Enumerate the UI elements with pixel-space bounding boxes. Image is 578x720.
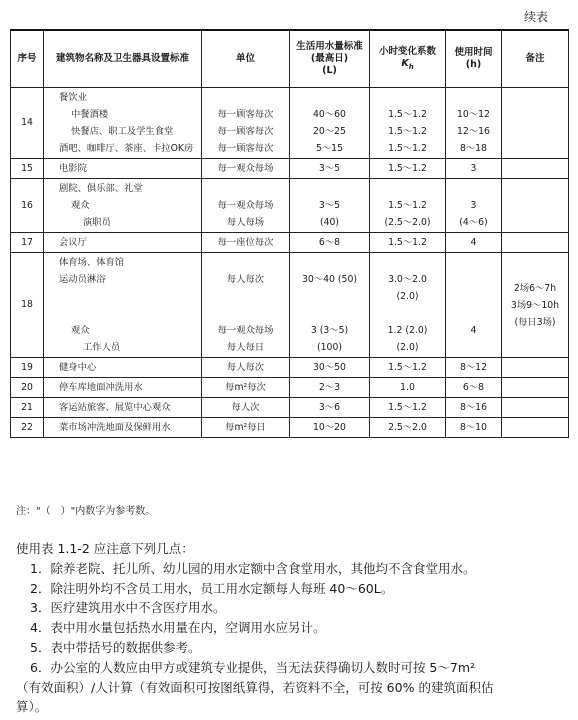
unit-cell [202,88,290,159]
instructions-intro: 使用表 1.1-2 应注意下列几点： [16,541,194,556]
header-remark: 备注 [502,30,569,88]
hours-cell [446,159,502,179]
hours-line: 4 [470,325,477,336]
unit-line: 每一观众每场 [217,200,274,211]
kh-line: 1.5～1.2 [388,402,427,413]
instruction-item: 1．除养老院、托儿所、幼儿园的用水定额中含食堂用水，其他均不含食堂用水。 [30,560,476,576]
row-number: 15 [11,159,44,179]
remark-cell [502,358,569,378]
hours-line: 8～10 [459,422,488,433]
quota-line: 3 (3～5) [310,325,349,336]
unit-cell [202,378,290,398]
unit-cell [202,253,290,358]
row-number: 16 [11,179,44,233]
unit-line: 每人每日 [226,342,265,353]
kh-line: 1.5～1.2 [388,362,427,373]
remark-line: 2场6～7h [513,282,557,294]
hours-cell [446,358,502,378]
unit-cell [202,159,290,179]
quota-cell [290,88,370,159]
unit-line [205,89,286,106]
quota-line [293,305,366,322]
unit-cell [202,418,290,438]
unit-line [205,180,286,197]
hours-line: 8～18 [459,143,488,154]
unit-line [205,288,286,305]
hours-line [449,89,498,106]
remark-cell [502,378,569,398]
building-name-cell [44,253,202,358]
kh-line [373,254,442,271]
remark-cell [502,253,569,358]
quota-line: 5～15 [315,143,344,154]
building-name-line: 菜市场冲洗地面及保鲜用水 [59,422,171,433]
kh-cell [370,398,446,418]
quota-cell [290,233,370,253]
header-name: 建筑物名称及卫生器具设置标准 [44,30,202,88]
unit-cell [202,358,290,378]
kh-cell [370,418,446,438]
table-row [11,253,569,358]
unit-line: 每一顾客每次 [217,126,274,137]
table-row [11,233,569,253]
building-name-line: 电影院 [59,163,87,174]
quota-cell [290,378,370,398]
remark-line: (每日3场) [514,316,556,328]
remark-line: 3场9～10h [510,299,560,311]
kh-line: 1.5～1.2 [388,200,427,211]
unit-line: 每人每次 [226,274,265,285]
kh-line: 2.5～2.0 [388,422,427,433]
table-row [11,358,569,378]
unit-line: 每一顾客每次 [217,143,274,154]
kh-line: 1.5～1.2 [388,126,427,137]
kh-cell [370,179,446,233]
building-name-cell [44,418,202,438]
building-name-line: 工作人员 [83,342,121,353]
quota-line: (100) [317,342,342,353]
hours-line [449,271,498,288]
quota-line: 30～50 [313,362,346,373]
table-row [11,159,569,179]
unit-cell [202,233,290,253]
kh-line: (2.5～2.0) [384,217,431,228]
kh-cell [370,378,446,398]
unit-cell [202,398,290,418]
quota-line: 3～6 [318,402,341,413]
quota-line: 30～40 (50) [302,274,357,285]
kh-cell [370,159,446,179]
hours-line [449,305,498,322]
building-name-cell [44,398,202,418]
remark-cell [502,179,569,233]
unit-line: 每m²每次 [225,382,266,393]
building-name-line: 快餐店、职工及学生食堂 [71,126,174,137]
quota-line: 2～3 [318,382,341,393]
kh-line: 1.5～1.2 [388,163,427,174]
building-name-cell [44,159,202,179]
unit-line: 每一顾客每次 [217,109,274,120]
header-hours: 使用时间 (h) [446,30,502,88]
building-name-cell [44,179,202,233]
instruction-item: 6．办公室的人数应由甲方或建筑专业提供，当无法获得确切人数时可按 5～7m² [30,659,476,675]
kh-line [373,89,442,106]
building-name-line [47,305,198,322]
hours-line [449,288,498,305]
quota-cell [290,179,370,233]
remark-cell [502,418,569,438]
kh-line [373,180,442,197]
building-name-line: 体育场、体育馆 [59,257,125,268]
table-row [11,398,569,418]
kh-line: 1.0 [400,382,415,393]
kh-line: 1.2 (2.0) [387,325,428,336]
remark-cell [502,159,569,179]
building-name-line: 健身中心 [59,362,97,373]
quota-line [293,288,366,305]
building-name-line: 中餐酒楼 [71,109,109,120]
quota-line: 40～60 [313,109,346,120]
building-name-line: 剧院、俱乐部、礼堂 [59,183,143,194]
quota-cell [290,398,370,418]
building-name-line: 观众 [71,200,90,211]
building-name-cell [44,358,202,378]
kh-cell [370,358,446,378]
water-quota-table [10,29,569,438]
unit-line: 每一观众每场 [217,325,274,336]
kh-line: 1.5～1.2 [388,237,427,248]
building-name-line: 运动员淋浴 [59,274,106,285]
kh-cell [370,253,446,358]
quota-line: (40) [319,217,340,228]
row-number: 14 [11,88,44,159]
header-unit: 单位 [202,30,290,88]
kh-line: 1.5～1.2 [388,143,427,154]
header-quota: 生活用水量标准 (最高日) (L) [290,30,370,88]
unit-line: 每人每次 [226,362,265,373]
row-number: 19 [11,358,44,378]
quota-line: 3～5 [318,200,341,211]
header-kh: 小时变化系数 $K_h$ [370,30,446,88]
table-row [11,418,569,438]
continued-label: 续表 [523,10,548,24]
quota-cell [290,253,370,358]
quota-cell [290,358,370,378]
hours-line: 6～8 [462,382,485,393]
kh-symbol: $K_h$ [401,58,414,71]
building-name-line: 客运站旅客、展览中心观众 [59,402,171,413]
header-no: 序号 [11,30,44,88]
building-name-line: 会议厅 [59,237,87,248]
instruction-item: 5．表中带括号的数据供参考。 [30,639,201,655]
kh-cell [370,88,446,159]
quota-line [293,180,366,197]
unit-line [205,254,286,271]
instruction-item: 3．医疗建筑用水中不含医疗用水。 [30,600,226,616]
building-name-line: 停车库地面冲洗用水 [59,382,143,393]
unit-cell [202,179,290,233]
hours-cell [446,418,502,438]
header-row [11,30,569,88]
table-row [11,88,569,159]
building-name-cell [44,88,202,159]
kh-cell [370,233,446,253]
building-name-line: 酒吧、咖啡厅、茶座、卡拉OK房 [59,143,194,154]
kh-line [373,305,442,322]
table-row [11,378,569,398]
hours-line [449,254,498,271]
hours-line: 12～16 [457,126,490,137]
unit-line: 每m²每日 [225,422,266,433]
remark-cell [502,398,569,418]
kh-line: (2.0) [396,291,419,302]
building-name-line [47,288,198,305]
instruction-continuation: 算）。 [16,699,48,715]
hours-cell [446,179,502,233]
kh-line: (2.0) [396,342,419,353]
table-row [11,179,569,233]
hours-line: 8～16 [459,402,488,413]
unit-line: 每一座位每次 [217,237,274,248]
building-name-line: 餐饮业 [59,92,87,103]
quota-line [293,89,366,106]
unit-line: 每人次 [231,402,260,413]
kh-line: 3.0～2.0 [388,274,427,285]
building-name-cell [44,378,202,398]
instruction-item: 4．表中用水量包括热水用量在内，空调用水应另计。 [30,620,326,636]
hours-line [449,339,498,356]
building-name-line: 观众 [71,325,90,336]
quota-line: 3～5 [318,163,341,174]
hours-cell [446,233,502,253]
hours-cell [446,88,502,159]
hours-line [449,180,498,197]
unit-line: 每人每场 [226,217,265,228]
quota-line: 20～25 [313,126,346,137]
quota-line: 10～20 [313,422,346,433]
row-number: 20 [11,378,44,398]
hours-line: 8～12 [459,362,488,373]
hours-line: 3 [470,163,477,174]
instruction-continuation: （有效面积）/人计算（有效面积可按图纸算得，若资料不全，可按 60% 的建筑面积估 [16,679,494,695]
hours-line: 3 [470,200,477,211]
hours-line: 4 [470,237,477,248]
row-number: 17 [11,233,44,253]
hours-line: 10～12 [457,109,490,120]
building-name-line: 演职员 [83,217,111,228]
kh-line: 1.5～1.2 [388,109,427,120]
instruction-item: 2．除注明外均不含员工用水，员工用水定额每人每班 40～60L。 [30,580,394,596]
remark-cell [502,233,569,253]
quota-line [293,254,366,271]
quota-line: 6～8 [318,237,341,248]
quota-cell [290,418,370,438]
remark-cell [502,88,569,159]
hours-cell [446,398,502,418]
building-name-cell [44,233,202,253]
row-number: 22 [11,418,44,438]
hours-cell [446,378,502,398]
quota-cell [290,159,370,179]
table-footnote: 注："（ ）"内数字为参考数。 [16,506,156,517]
unit-line: 每一观众每场 [217,163,274,174]
row-number: 21 [11,398,44,418]
usage-instructions [16,539,564,717]
unit-line [205,305,286,322]
row-number: 18 [11,253,44,358]
hours-cell [446,253,502,358]
hours-line: (4～6) [459,217,488,228]
